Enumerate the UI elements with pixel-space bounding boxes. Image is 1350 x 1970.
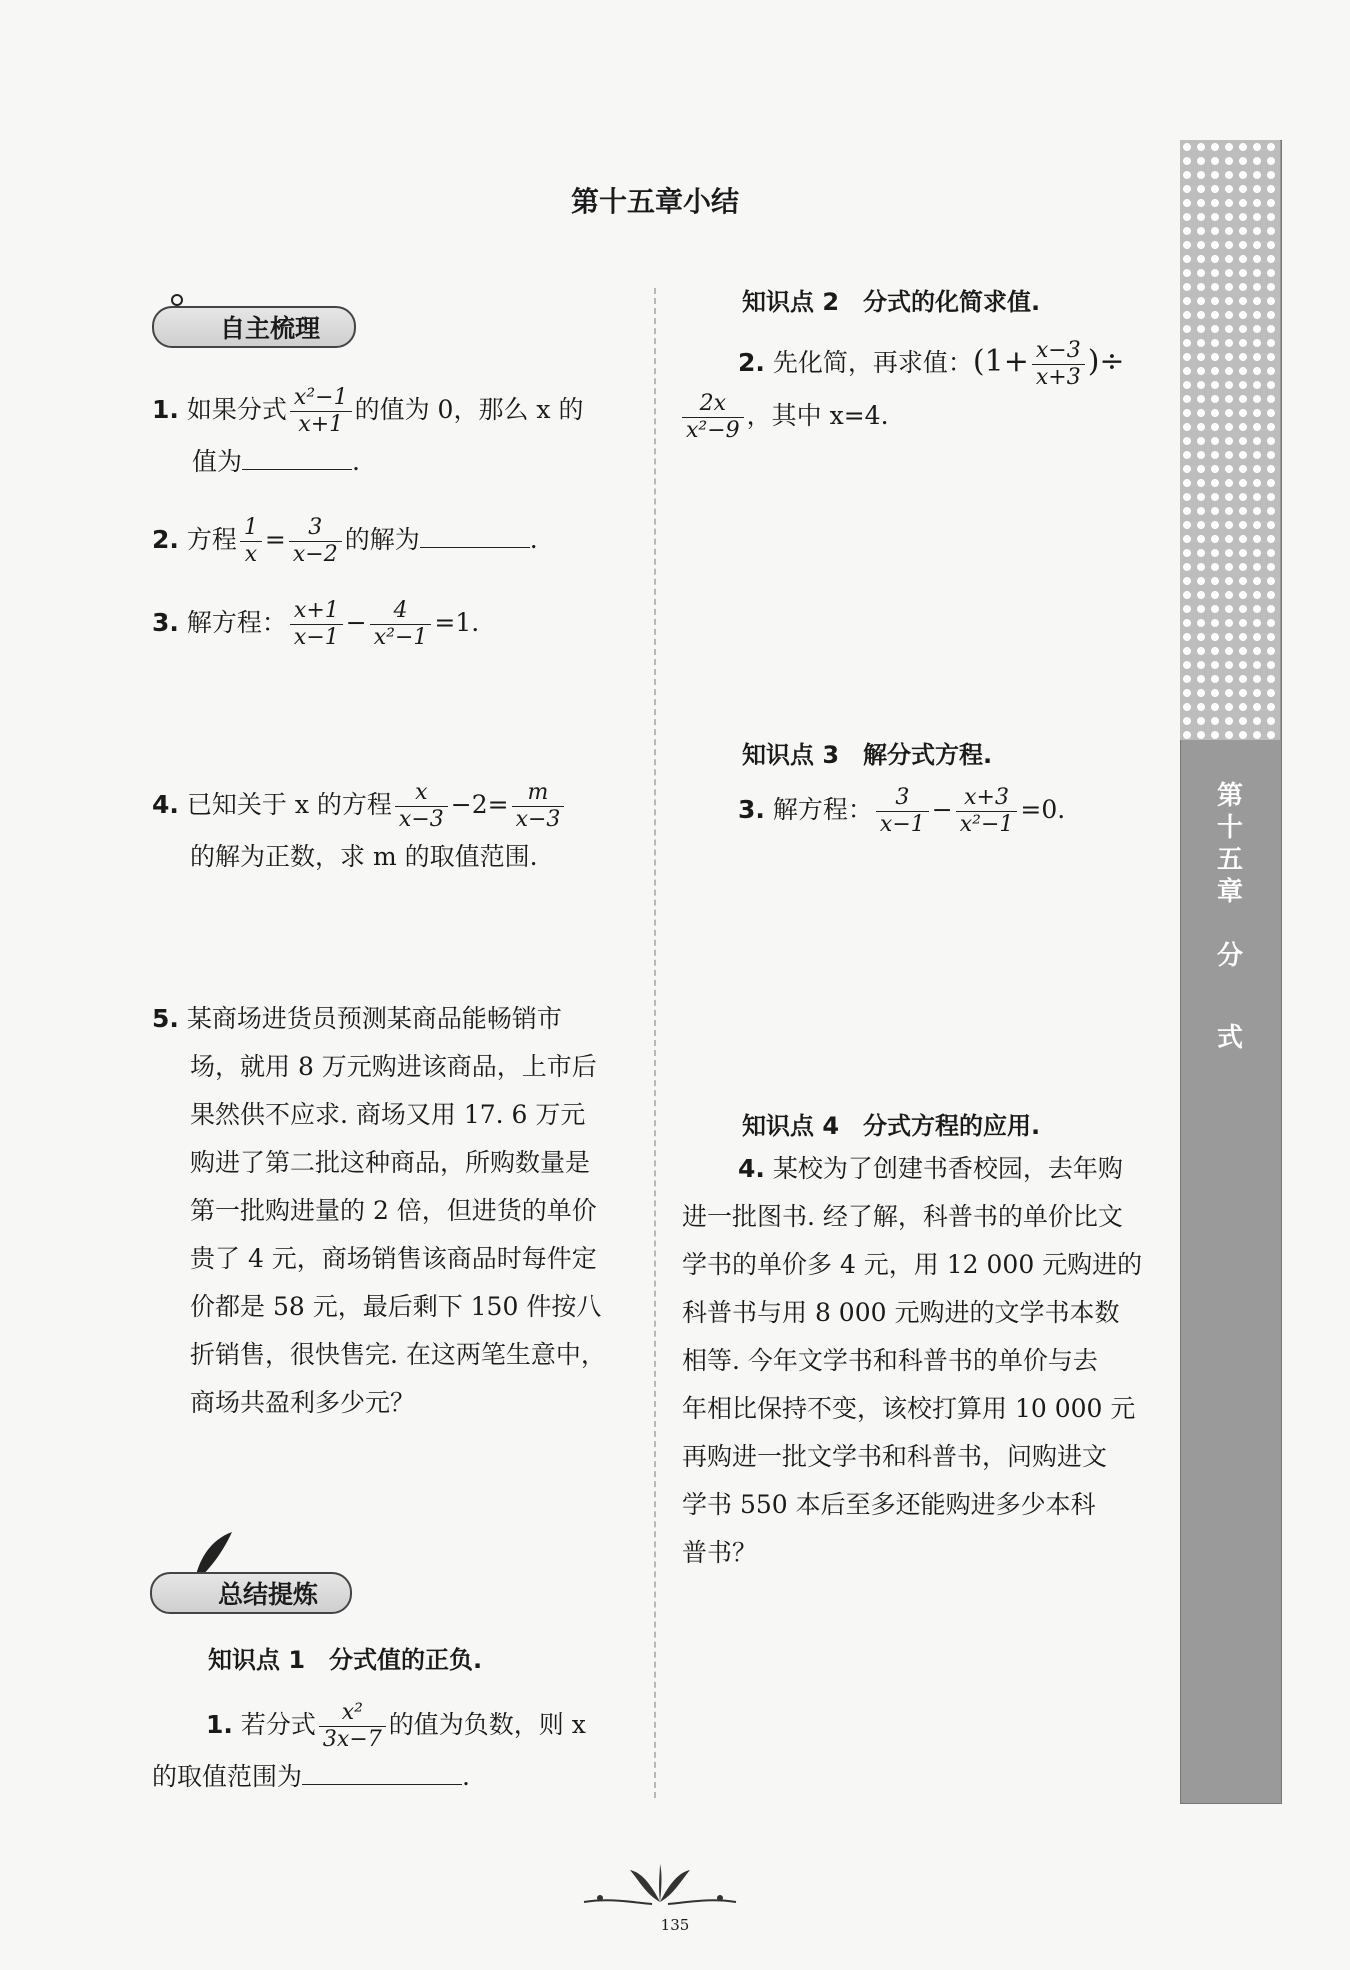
column-divider bbox=[654, 288, 656, 1798]
summary-question-2: 2. 先化简，再求值：(1+ $\frac{x-3}{x+3}$ )÷ $\frac{2x}{\text{x²−9}}$ ，其中 x=4. bbox=[682, 338, 1162, 444]
question-1: 1. 如果分式 $\frac{\text{x²−1}}{x+1}$ 的值为 0，那么 x 的 值为 . bbox=[152, 385, 584, 476]
question-2: 2. 方程 $\frac{1}{x}$ = $\frac{3}{x-2}$ 的解为 . bbox=[152, 515, 538, 567]
floral-ornament-icon bbox=[580, 1862, 740, 1912]
dot-pattern-decoration bbox=[1180, 140, 1280, 740]
summary-question-4: 4. 某校为了创建书香校园，去年购 进一批图书. 经了解，科普书的单价比文 学书的单价多 4 元，用 12 000 元购进的 科普书与用 8 000 元购进的文学书本数 相等. 今年文学书和科普书的单价与去 年相比保持不变，该校打算用 10 000 元 再购进一批文学书和科普书，问购进文 学书 550 本后至多还能购进多少本科 普书？ bbox=[682, 1154, 1143, 1567]
self-review-badge bbox=[152, 306, 356, 348]
self-review-label: 自主梳理 bbox=[220, 314, 321, 343]
answer-blank[interactable] bbox=[302, 1758, 462, 1785]
summary-label: 总结提炼 bbox=[218, 1580, 319, 1609]
question-5: 5. 某商场进货员预测某商品能畅销市 场，就用 8 万元购进该商品，上市后 果然供不应求. 商场又用 17. 6 万元 购进了第二批这种商品，所购数量是 第一批购进量的 2 倍，但进货的单价 贵了 4 元，商场销售该商品时每件定 价都是 58 元，最后剩下 150 件按八 折销售，很快售完. 在这两笔生意中， 商场共盈利多少元？ bbox=[152, 1004, 606, 1417]
summary-question-1: 1. 若分式 $\frac{\text{x²}}{3x-7}$ 的值为负数，则 x 的取值范围为 . bbox=[152, 1700, 586, 1791]
question-3: 3. 解方程： $\frac{x+1}{x-1}$ − $\frac{4}{\text{x²−1}}$ =1. bbox=[152, 598, 480, 650]
answer-blank[interactable] bbox=[242, 443, 352, 470]
fraction: $\frac{\text{x²−1}}{x+1}$ bbox=[290, 385, 352, 438]
sidebar-chapter-label: 第 十 五 章 分 式 bbox=[1216, 781, 1243, 1053]
answer-blank[interactable] bbox=[420, 521, 530, 548]
knowledge-point-3: 知识点 3 解分式方程. bbox=[742, 741, 993, 769]
knowledge-point-1: 知识点 1 分式值的正负. bbox=[208, 1646, 483, 1674]
page-number: 135 bbox=[660, 1916, 690, 1934]
knowledge-point-4: 知识点 4 分式方程的应用. bbox=[742, 1112, 1041, 1140]
knowledge-point-2: 知识点 2 分式的化简求值. bbox=[742, 288, 1041, 316]
summary-badge bbox=[150, 1572, 352, 1614]
question-4: 4. 已知关于 x 的方程 $\frac{x}{x-3}$ −2= $\frac{m}{x-3}$ 的解为正数，求 m 的取值范围. bbox=[152, 780, 642, 881]
summary-question-3: 3. 解方程： $\frac{3}{x-1}$ − $\frac{x+3}{\text{x²−1}}$ =0. bbox=[738, 785, 1066, 837]
chapter-summary-title: 第十五章小结 bbox=[570, 185, 739, 218]
